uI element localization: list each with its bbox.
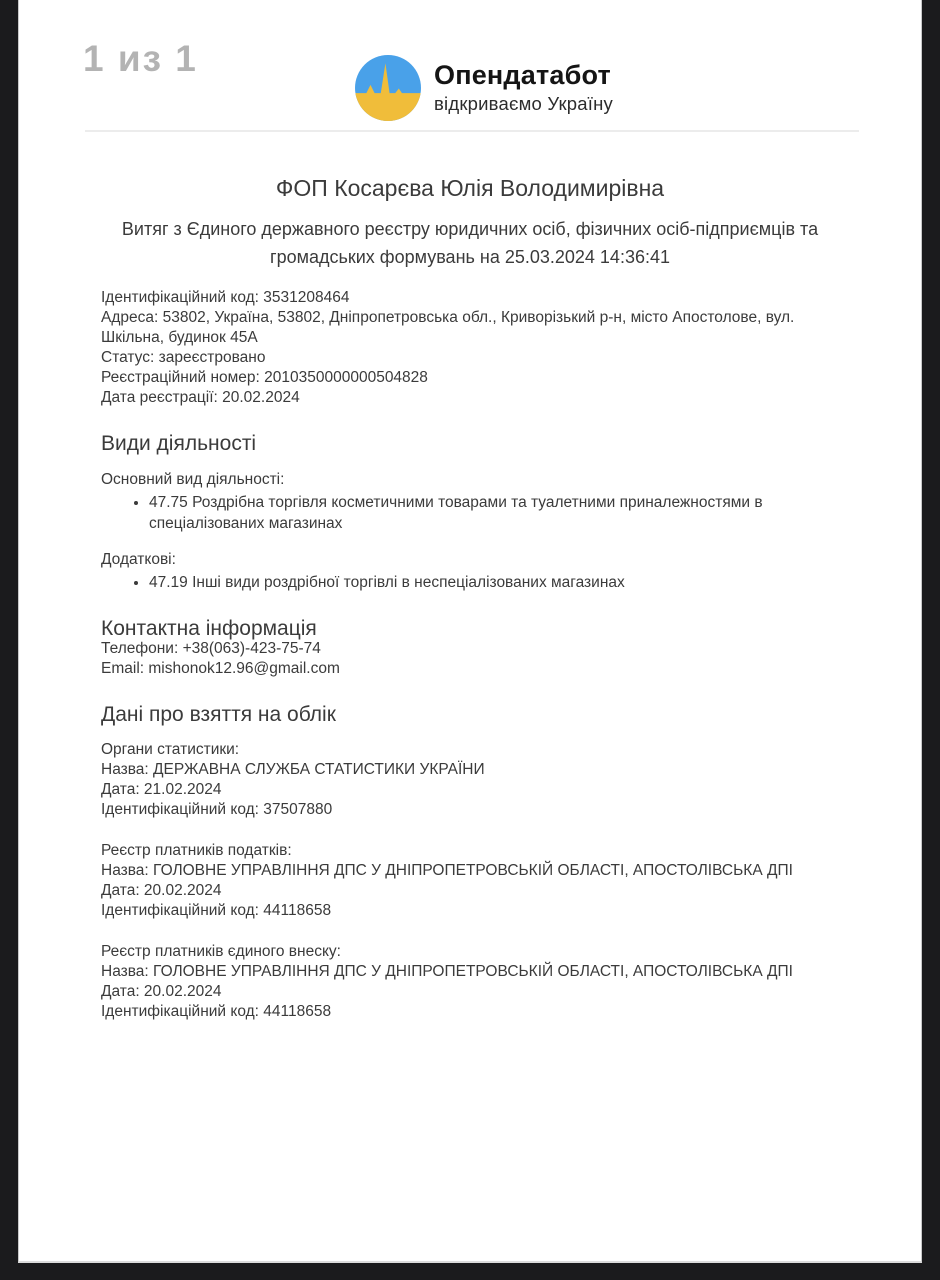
opendatabot-logo-icon [355,55,421,121]
email-line: Email: mishonok12.96@gmail.com [101,660,340,677]
page-number: 1 из 1 [83,38,198,79]
registration-date-line: Дата реєстрації: 20.02.2024 [101,389,300,406]
group-name: Назва: ГОЛОВНЕ УПРАВЛІННЯ ДПС У ДНІПРОПЕТРОВСЬКІЙ ОБЛАСТІ, АПОСТОЛІВСЬКА ДПІ [101,862,793,879]
registration-details [101,288,843,408]
main-activity-label: Основний вид діяльності: [101,471,285,488]
group-code: Ідентифікаційний код: 44118658 [101,1003,332,1020]
accounting-group-taxpayers [101,841,843,921]
section-heading-activities: Види діяльності [101,432,257,455]
main-activity-list [101,492,843,534]
logo-text-block [434,61,613,114]
accounting-group-single-contribution [101,942,843,1022]
logo-title: Опендатабот [434,60,611,91]
document-subtitle: Витяг з Єдиного державного реєстру юридичних осіб, фізичних осіб-підприємців та громадських формувань на 25.03.2024 14:36:41 [121,219,819,267]
phones-line: Телефони: +38(063)-423-75-74 [101,640,321,657]
group-code: Ідентифікаційний код: 44118658 [101,902,332,919]
status-line: Статус: зареєстровано [101,349,266,366]
section-heading-contact: Контактна інформація [101,617,317,640]
group-date: Дата: 20.02.2024 [101,882,222,899]
identification-code-line: Ідентифікаційний код: 3531208464 [101,289,350,306]
address-line: Адреса: 53802, Україна, 53802, Дніпропетровська обл., Криворізький р-н, місто Апостолове, вул. Шкільна, будинок 45А [101,309,795,346]
section-heading-accounting: Дані про взяття на облік [101,703,336,726]
group-label: Реєстр платників єдиного внеску: [101,943,341,960]
group-name: Назва: ГОЛОВНЕ УПРАВЛІННЯ ДПС У ДНІПРОПЕТРОВСЬКІЙ ОБЛАСТІ, АПОСТОЛІВСЬКА ДПІ [101,963,793,980]
document-body [19,130,921,1022]
group-date: Дата: 21.02.2024 [101,781,222,798]
opendatabot-logo [355,55,613,121]
group-date: Дата: 20.02.2024 [101,983,222,1000]
document-page [18,0,922,1263]
additional-activity-list [101,572,843,593]
document-title: ФОП Косарєва Юлія Володимирівна [275,175,665,201]
activity-item: • 47.19 Інші види роздрібної торгівлі в неспеціалізованих магазинах [149,572,843,593]
group-label: Органи статистики: [101,741,240,758]
registration-number-line: Реєстраційний номер: 2010350000000504828 [101,369,428,386]
group-name: Назва: ДЕРЖАВНА СЛУЖБА СТАТИСТИКИ УКРАЇНИ [101,761,485,778]
accounting-group-statistics [101,740,843,820]
activity-item: • 47.75 Роздрібна торгівля косметичними товарами та туалетними приналежностями в спеціалізованих магазинах [149,492,843,534]
group-label: Реєстр платників податків: [101,842,292,859]
document-content [101,288,843,1022]
additional-activities-label: Додаткові: [101,551,176,568]
logo-tagline: відкриваємо Україну [434,92,613,114]
group-code: Ідентифікаційний код: 37507880 [101,801,333,818]
